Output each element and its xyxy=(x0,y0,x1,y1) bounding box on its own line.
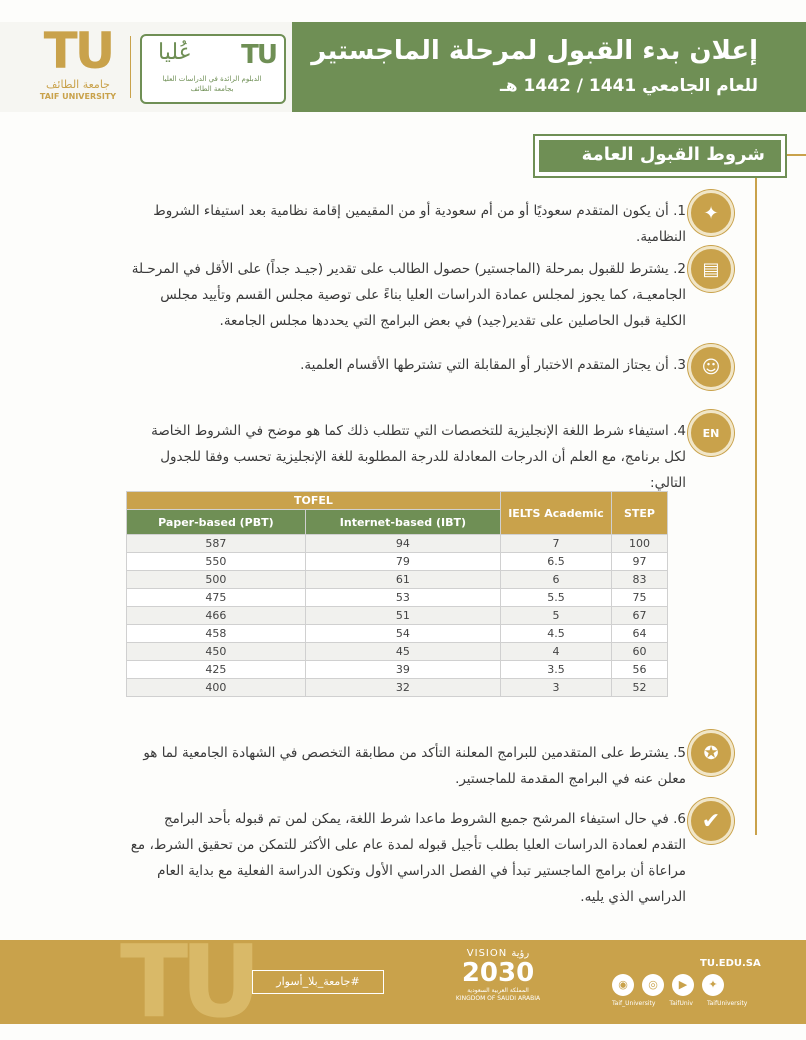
pbt-cell: 425 xyxy=(127,661,306,679)
interview-icon: ☺ xyxy=(688,344,734,390)
vision-year: 2030 xyxy=(461,958,535,988)
ielts-cell: 7 xyxy=(501,535,612,553)
condition-6 xyxy=(126,806,686,910)
ibt-cell: 53 xyxy=(305,589,500,607)
ielts-cell: 5.5 xyxy=(501,589,612,607)
condition-3 xyxy=(126,352,686,378)
ulya-small-text: الدبلوم الرائدة في الدراسات العليا بجامعة الطائف xyxy=(162,75,262,93)
english-icon: EN xyxy=(688,410,734,456)
step-cell: 60 xyxy=(612,643,668,661)
ielts-cell: 3 xyxy=(501,679,612,697)
section-title-box xyxy=(533,134,787,178)
step-cell: 97 xyxy=(612,553,668,571)
ibt-cell: 45 xyxy=(305,643,500,661)
youtube-icon[interactable]: ▶ xyxy=(672,974,694,996)
website-link[interactable]: TU.EDU.SA xyxy=(700,958,761,969)
table-row xyxy=(127,661,668,679)
instagram-icon[interactable]: ◎ xyxy=(642,974,664,996)
condition-text: استيفاء شرط اللغة الإنجليزية للتخصصات التي تتطلب ذلك كما هو موضح في الشروط الخاصة لكل برنامج، مع العلم أن الدرجات المعادلة للدرجة المطلوبة للغة الإنجليزية تحسب وفقا للجدول التالي: xyxy=(151,423,686,491)
ibt-cell: 79 xyxy=(305,553,500,571)
ibt-cell: 51 xyxy=(305,607,500,625)
step-cell: 75 xyxy=(612,589,668,607)
pbt-cell: 450 xyxy=(127,643,306,661)
ielts-cell: 4.5 xyxy=(501,625,612,643)
timeline-line xyxy=(755,155,757,835)
pbt-cell: 587 xyxy=(127,535,306,553)
logo-tu-text: TU xyxy=(43,22,113,80)
table-row xyxy=(127,607,668,625)
pbt-cell: 475 xyxy=(127,589,306,607)
pbt-cell: 500 xyxy=(127,571,306,589)
condition-number: 2. xyxy=(673,261,686,277)
step-cell: 67 xyxy=(612,607,668,625)
logo-english-name: TAIF UNIVERSITY xyxy=(39,92,117,101)
condition-text: أن يكون المتقدم سعوديًا أو من أم سعودية أو من المقيمين إقامة نظامية بعد استيفاء الشروط النظامية. xyxy=(153,203,686,245)
condition-1 xyxy=(126,198,686,250)
step-header: STEP xyxy=(612,492,668,535)
condition-text: أن يجتاز المتقدم الاختبار أو المقابلة التي تشترطها الأقسام العلمية. xyxy=(300,357,669,373)
pbt-cell: 550 xyxy=(127,553,306,571)
table-row xyxy=(127,643,668,661)
ibt-cell: 54 xyxy=(305,625,500,643)
table-row xyxy=(127,535,668,553)
section-title: شروط القبول العامة xyxy=(581,144,765,165)
social-labels xyxy=(612,1000,747,1007)
table-row xyxy=(127,571,668,589)
footer-banner xyxy=(0,923,806,1040)
condition-5 xyxy=(126,740,686,792)
saudi-emblem-icon: ✦ xyxy=(688,190,734,236)
ibt-cell: 39 xyxy=(305,661,500,679)
pbt-header: Paper-based (PBT) xyxy=(127,510,306,535)
step-cell: 52 xyxy=(612,679,668,697)
badge-icon: ✪ xyxy=(688,730,734,776)
check-icon: ✔ xyxy=(688,798,734,844)
ibt-cell: 61 xyxy=(305,571,500,589)
ielts-header: IELTS Academic xyxy=(501,492,612,535)
vision-2030-logo xyxy=(452,948,544,1003)
step-cell: 83 xyxy=(612,571,668,589)
ibt-cell: 32 xyxy=(305,679,500,697)
ielts-cell: 6.5 xyxy=(501,553,612,571)
social-label: TaifUniversity xyxy=(706,1000,748,1007)
condition-text: في حال استيفاء المرشح جميع الشروط ماعدا شرط اللغة، يمكن لمن تم قبوله بأحد البرامج التقدم لعمادة الدراسات العليا بطلب تأجيل قبوله لمدة عام على الأكثر للتمكن من تحقيق الشرط، مع مراعاة أن برامج الماجستير تبدأ في الفصل الدراسي الأول وتكون الدراسة الفعلية مع بداية العام الدراسي الذي يليه. xyxy=(130,811,686,905)
taif-university-logo xyxy=(30,24,126,108)
condition-4 xyxy=(126,418,686,496)
logo-arabic-name: جامعة الطائف xyxy=(46,78,110,91)
section-title-fill xyxy=(539,140,781,172)
pbt-cell: 458 xyxy=(127,625,306,643)
ibt-cell: 94 xyxy=(305,535,500,553)
ielts-cell: 6 xyxy=(501,571,612,589)
condition-number: 4. xyxy=(673,423,686,439)
footer-tu-watermark: TU xyxy=(120,923,254,1040)
condition-number: 1. xyxy=(673,203,686,219)
twitter-icon[interactable]: ✦ xyxy=(702,974,724,996)
step-cell: 100 xyxy=(612,535,668,553)
tofel-header: TOFEL xyxy=(127,492,501,510)
social-label: TaifUniv xyxy=(669,1000,693,1007)
condition-number: 5. xyxy=(673,745,686,761)
social-icons xyxy=(612,974,724,996)
page-subtitle: للعام الجامعي 1441 / 1442 هـ xyxy=(500,76,758,96)
table-row xyxy=(127,589,668,607)
ielts-cell: 5 xyxy=(501,607,612,625)
condition-text: يشترط للقبول بمرحلة (الماجستير) حصول الطالب على تقدير (جيـد جداً) على الأقل في المرحـلة الجامعيـة، كما يجوز لمجلس عمادة الدراسات العليا بناءً على توصية مجلس القسم وتأييد مجلس الكلية قبول الحاصلين على تقدير(جيد) في بعض البرامج التي يحددها مجلس الجامعة. xyxy=(131,261,686,329)
ulya-tu-text: TU xyxy=(241,40,276,70)
ielts-cell: 4 xyxy=(501,643,612,661)
ulya-logo xyxy=(140,34,286,104)
vision-label: VISION رؤية xyxy=(466,948,530,959)
certificate-icon: ▤ xyxy=(688,246,734,292)
table-row xyxy=(127,679,668,697)
header-banner xyxy=(0,22,806,112)
timeline-connector xyxy=(784,154,806,156)
condition-text: يشترط على المتقدمين للبرامج المعلنة التأكد من مطابقة التخصص في الشهادة الجامعية لما هو معلن عنه في البرامج المقدمة للماجستير. xyxy=(143,745,686,787)
table-row xyxy=(127,553,668,571)
hashtag-badge: #جامعة_بلا_أسوار xyxy=(252,970,384,994)
header-title-area xyxy=(292,22,806,112)
condition-2 xyxy=(126,256,686,334)
english-equivalence-table xyxy=(126,491,668,697)
ibt-header: Internet-based (IBT) xyxy=(305,510,500,535)
condition-number: 3. xyxy=(673,357,686,373)
ielts-cell: 3.5 xyxy=(501,661,612,679)
snapchat-icon[interactable]: ◉ xyxy=(612,974,634,996)
step-cell: 64 xyxy=(612,625,668,643)
vision-kingdom: المملكة العربية السعودية KINGDOM OF SAUDI ARABIA xyxy=(455,987,541,1002)
pbt-cell: 466 xyxy=(127,607,306,625)
page-title: إعلان بدء القبول لمرحلة الماجستير xyxy=(311,36,758,66)
condition-number: 6. xyxy=(673,811,686,827)
pbt-cell: 400 xyxy=(127,679,306,697)
logo-divider xyxy=(130,36,131,98)
table-row xyxy=(127,625,668,643)
ulya-logo-text: عُليا xyxy=(158,40,192,65)
step-cell: 56 xyxy=(612,661,668,679)
social-label: Taif_University xyxy=(612,1000,656,1007)
